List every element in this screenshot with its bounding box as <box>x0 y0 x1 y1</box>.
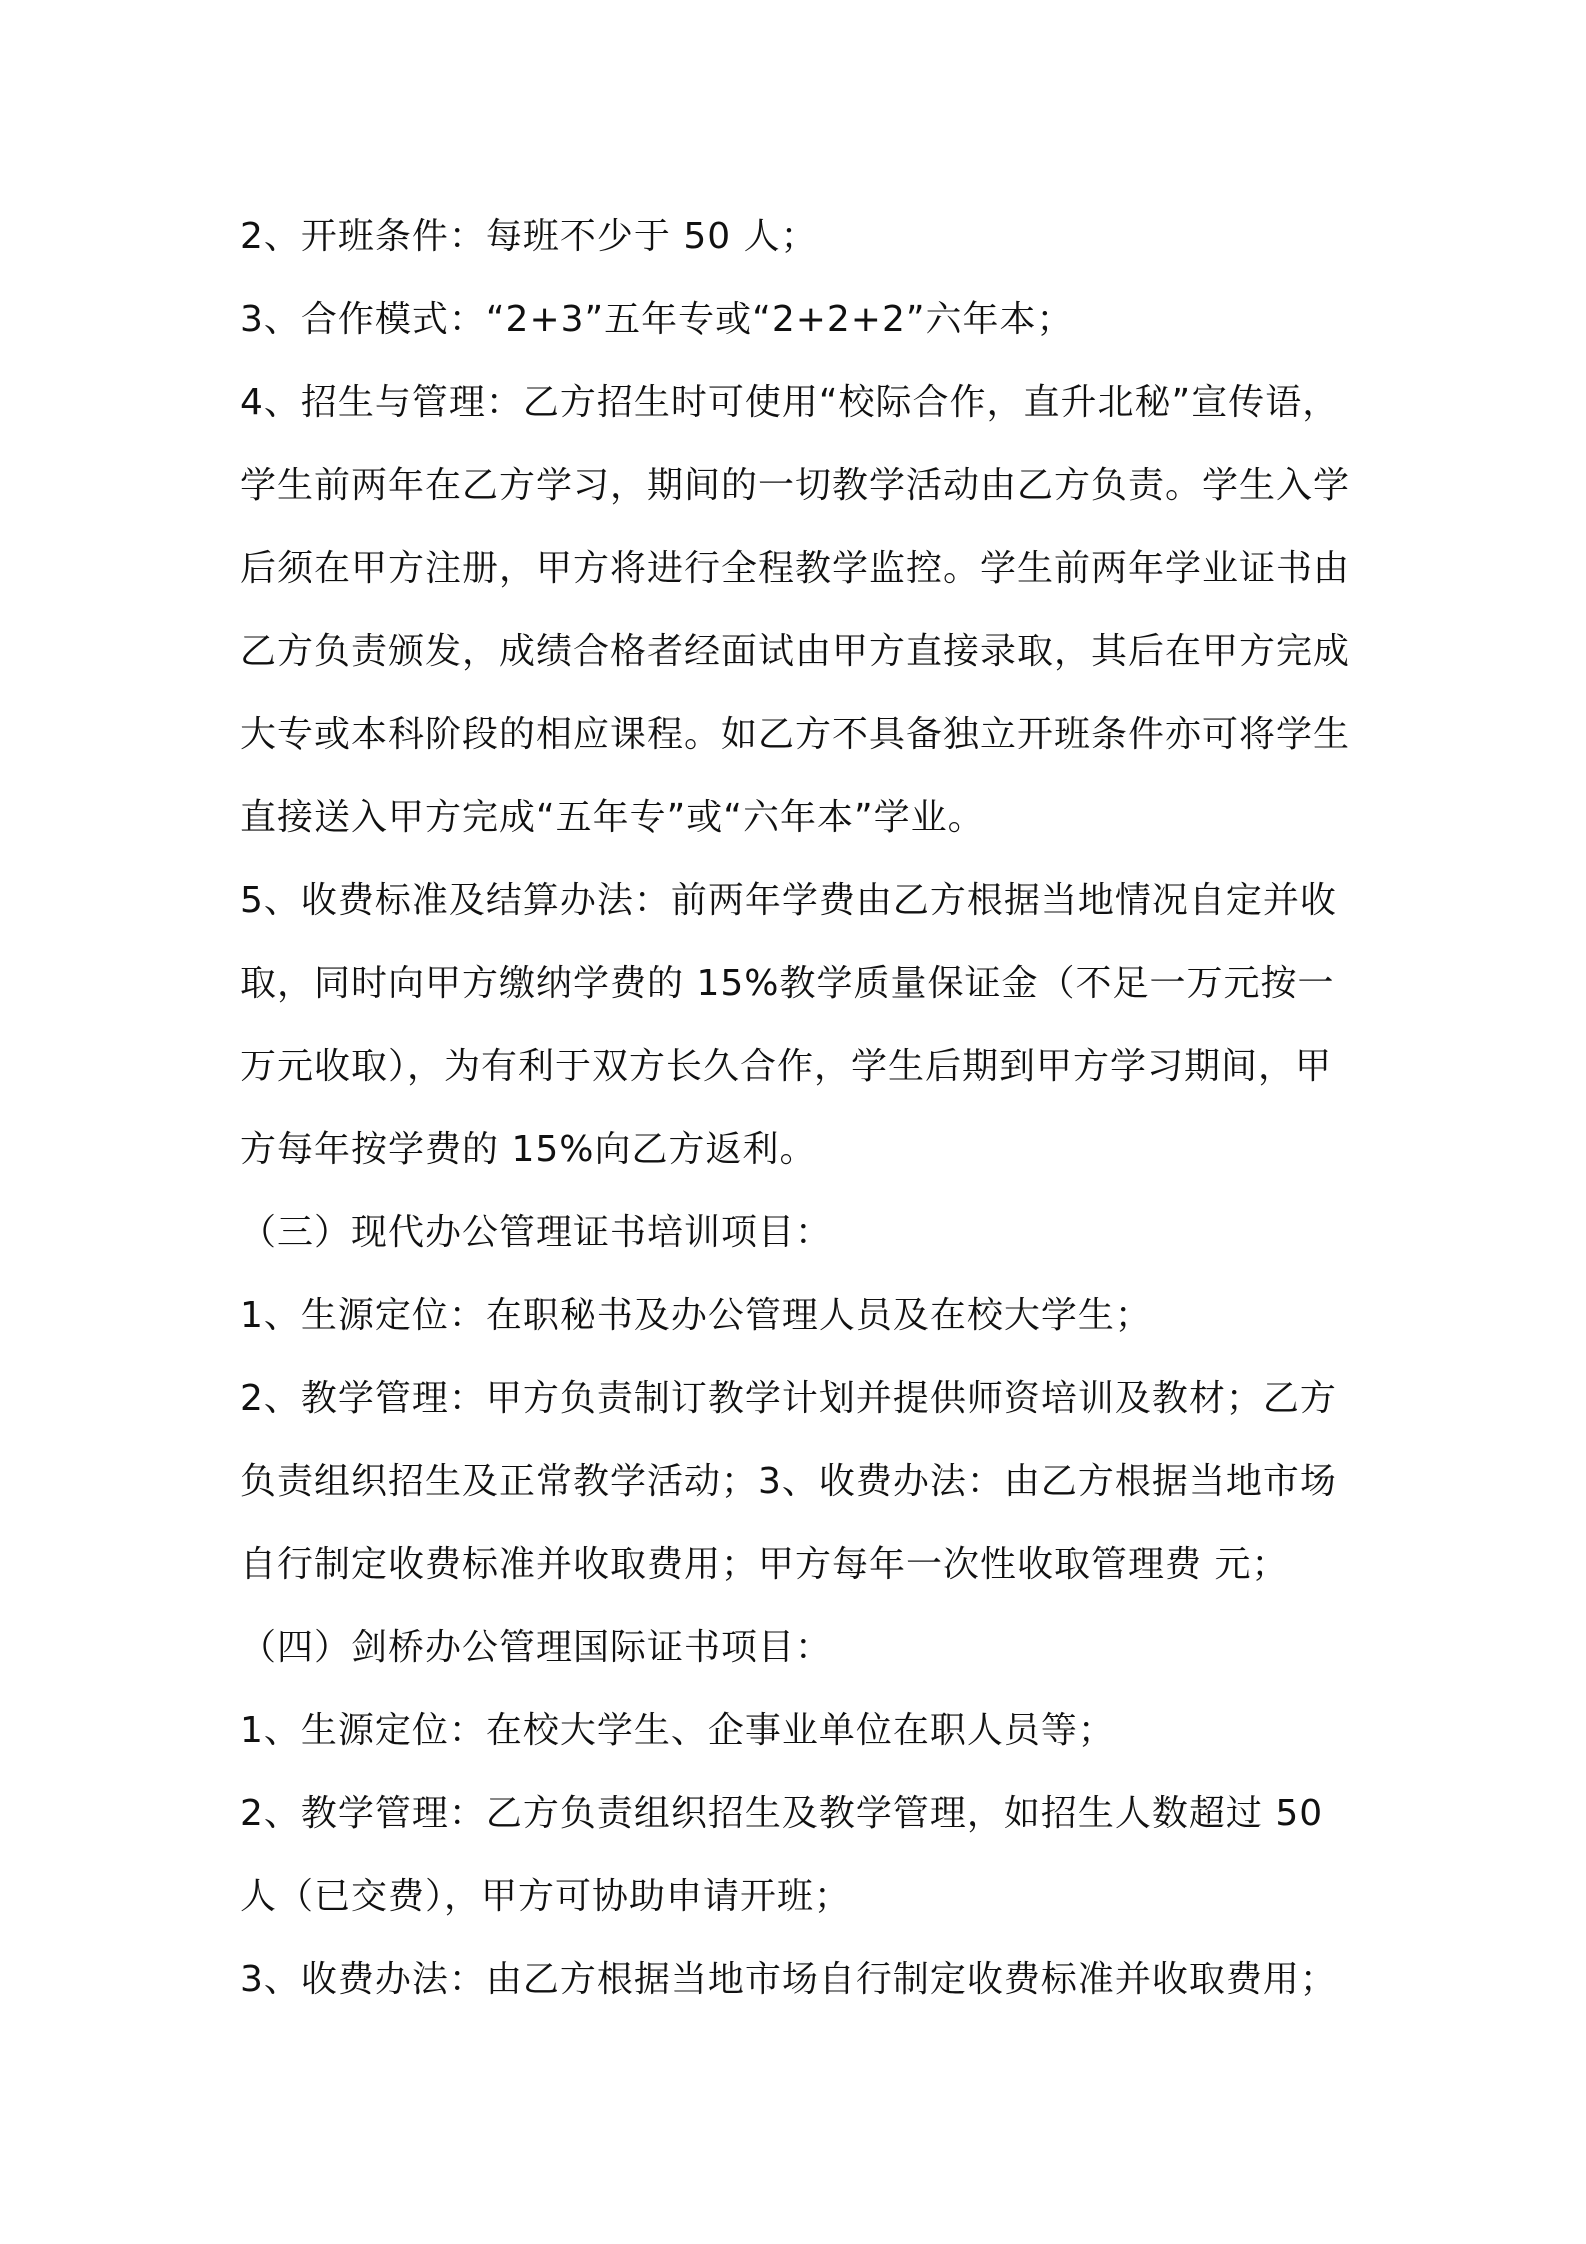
text-line: 4、招生与管理：乙方招生时可使用“校际合作，直升北秘”宣传语， <box>240 382 1340 423</box>
text-line: 取，同时向甲方缴纳学费的 15%教学质量保证金（不足一万元按一 <box>240 963 1335 1004</box>
text-line: 学生前两年在乙方学习，期间的一切教学活动由乙方负责。学生入学 <box>240 465 1351 506</box>
text-line: 负责组织招生及正常教学活动；3、收费办法：由乙方根据当地市场 <box>240 1461 1337 1502</box>
text-line: 后须在甲方注册，甲方将进行全程教学监控。学生前两年学业证书由 <box>240 548 1351 589</box>
text-line: 3、收费办法：由乙方根据当地市场自行制定收费标准并收取费用； <box>240 1959 1337 2000</box>
text-line: 乙方负责颁发，成绩合格者经面试由甲方直接录取，其后在甲方完成 <box>240 631 1351 672</box>
text-line: 方每年按学费的 15%向乙方返利。 <box>240 1129 817 1170</box>
text-line: 直接送入甲方完成“五年专”或“六年本”学业。 <box>240 797 985 838</box>
section-heading: （四）剑桥办公管理国际证书项目： <box>240 1627 833 1668</box>
text-line: 2、开班条件：每班不少于 50 人； <box>240 216 818 257</box>
text-line: 万元收取），为有利于双方长久合作，学生后期到甲方学习期间，甲 <box>240 1046 1333 1087</box>
text-line: 1、生源定位：在职秘书及办公管理人员及在校大学生； <box>240 1295 1152 1336</box>
text-line: 自行制定收费标准并收取费用；甲方每年一次性收取管理费 元； <box>240 1544 1289 1585</box>
section-heading: （三）现代办公管理证书培训项目： <box>240 1212 833 1253</box>
text-line: 人（已交费），甲方可协助申请开班； <box>240 1876 852 1917</box>
text-line: 1、生源定位：在校大学生、企事业单位在职人员等； <box>240 1710 1115 1751</box>
document-body <box>240 195 1370 2021</box>
text-line: 2、教学管理：乙方负责组织招生及教学管理，如招生人数超过 50 <box>240 1793 1324 1834</box>
text-line: 2、教学管理：甲方负责制订教学计划并提供师资培训及教材；乙方 <box>240 1378 1337 1419</box>
text-line: 大专或本科阶段的相应课程。如乙方不具备独立开班条件亦可将学生 <box>240 714 1351 755</box>
text-line: 3、合作模式：“2+3”五年专或“2+2+2”六年本； <box>240 299 1074 340</box>
text-line: 5、收费标准及结算办法：前两年学费由乙方根据当地情况自定并收 <box>240 880 1337 921</box>
